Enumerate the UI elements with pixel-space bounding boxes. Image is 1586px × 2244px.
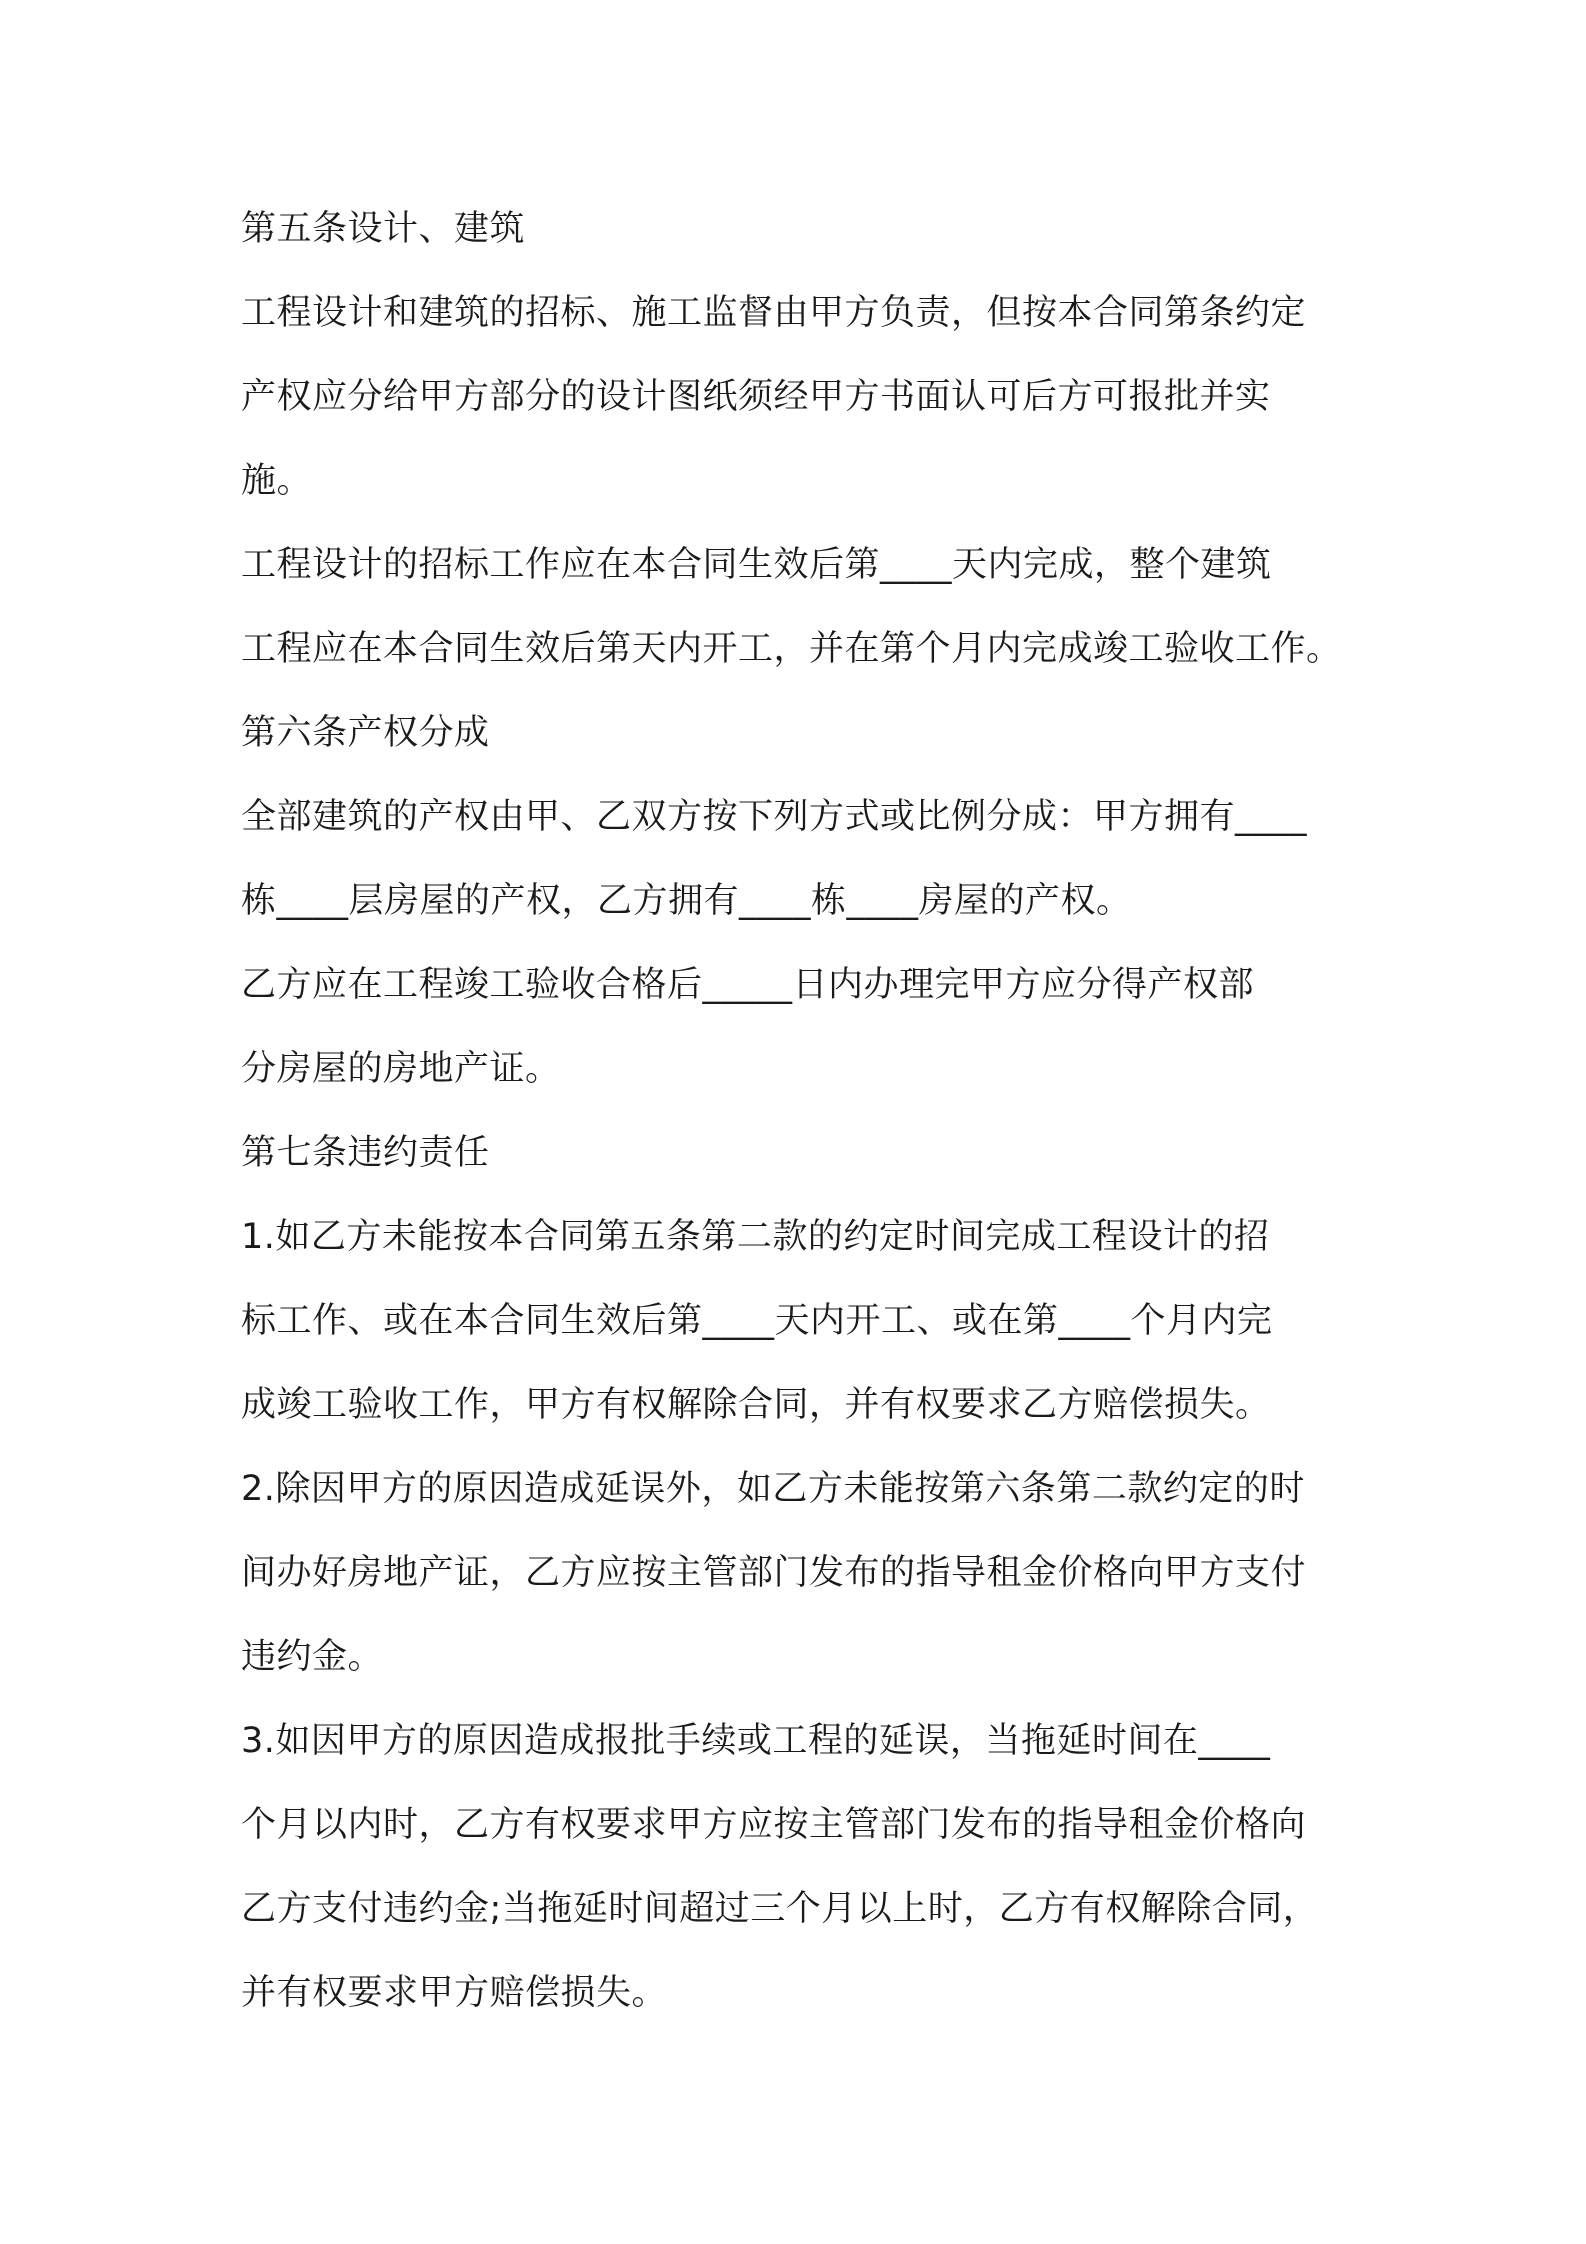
paragraph-line: 栋____层房屋的产权，乙方拥有____栋____房屋的产权。	[241, 881, 1132, 921]
paragraph-line: 乙方支付违约金;当拖延时间超过三个月以上时，乙方有权解除合同，	[241, 1889, 1319, 1929]
paragraph-line: 3.如因甲方的原因造成报批手续或工程的延误，当拖延时间在____	[241, 1721, 1271, 1761]
article-5-heading: 第五条设计、建筑	[241, 209, 526, 249]
paragraph-line: 施。	[241, 461, 313, 501]
paragraph-line: 工程应在本合同生效后第天内开工，并在第个月内完成竣工验收工作。	[241, 629, 1342, 669]
paragraph-line: 分房屋的房地产证。	[241, 1049, 561, 1089]
paragraph-line: 乙方应在工程竣工验收合格后_____日内办理完甲方应分得产权部	[241, 965, 1255, 1005]
paragraph-line: 产权应分给甲方部分的设计图纸须经甲方书面认可后方可报批并实	[241, 377, 1271, 417]
paragraph-line: 标工作、或在本合同生效后第____天内开工、或在第____个月内完	[241, 1301, 1273, 1341]
paragraph-line: 工程设计和建筑的招标、施工监督由甲方负责，但按本合同第条约定	[241, 293, 1307, 333]
paragraph-line: 个月以内时，乙方有权要求甲方应按主管部门发布的指导租金价格向	[241, 1805, 1307, 1845]
article-7-heading: 第七条违约责任	[241, 1133, 490, 1173]
paragraph-line: 工程设计的招标工作应在本合同生效后第____天内完成，整个建筑	[241, 545, 1272, 585]
paragraph-line: 全部建筑的产权由甲、乙双方按下列方式或比例分成：甲方拥有____	[241, 797, 1308, 837]
paragraph-line: 并有权要求甲方赔偿损失。	[241, 1973, 668, 2013]
article-6-heading: 第六条产权分成	[241, 713, 490, 753]
paragraph-line: 间办好房地产证，乙方应按主管部门发布的指导租金价格向甲方支付	[241, 1553, 1307, 1593]
paragraph-line: 成竣工验收工作，甲方有权解除合同，并有权要求乙方赔偿损失。	[241, 1385, 1271, 1425]
paragraph-line: 违约金。	[241, 1637, 384, 1677]
paragraph-line: 1.如乙方未能按本合同第五条第二款的约定时间完成工程设计的招	[241, 1217, 1270, 1257]
paragraph-line: 2.除因甲方的原因造成延误外，如乙方未能按第六条第二款约定的时	[241, 1469, 1305, 1509]
